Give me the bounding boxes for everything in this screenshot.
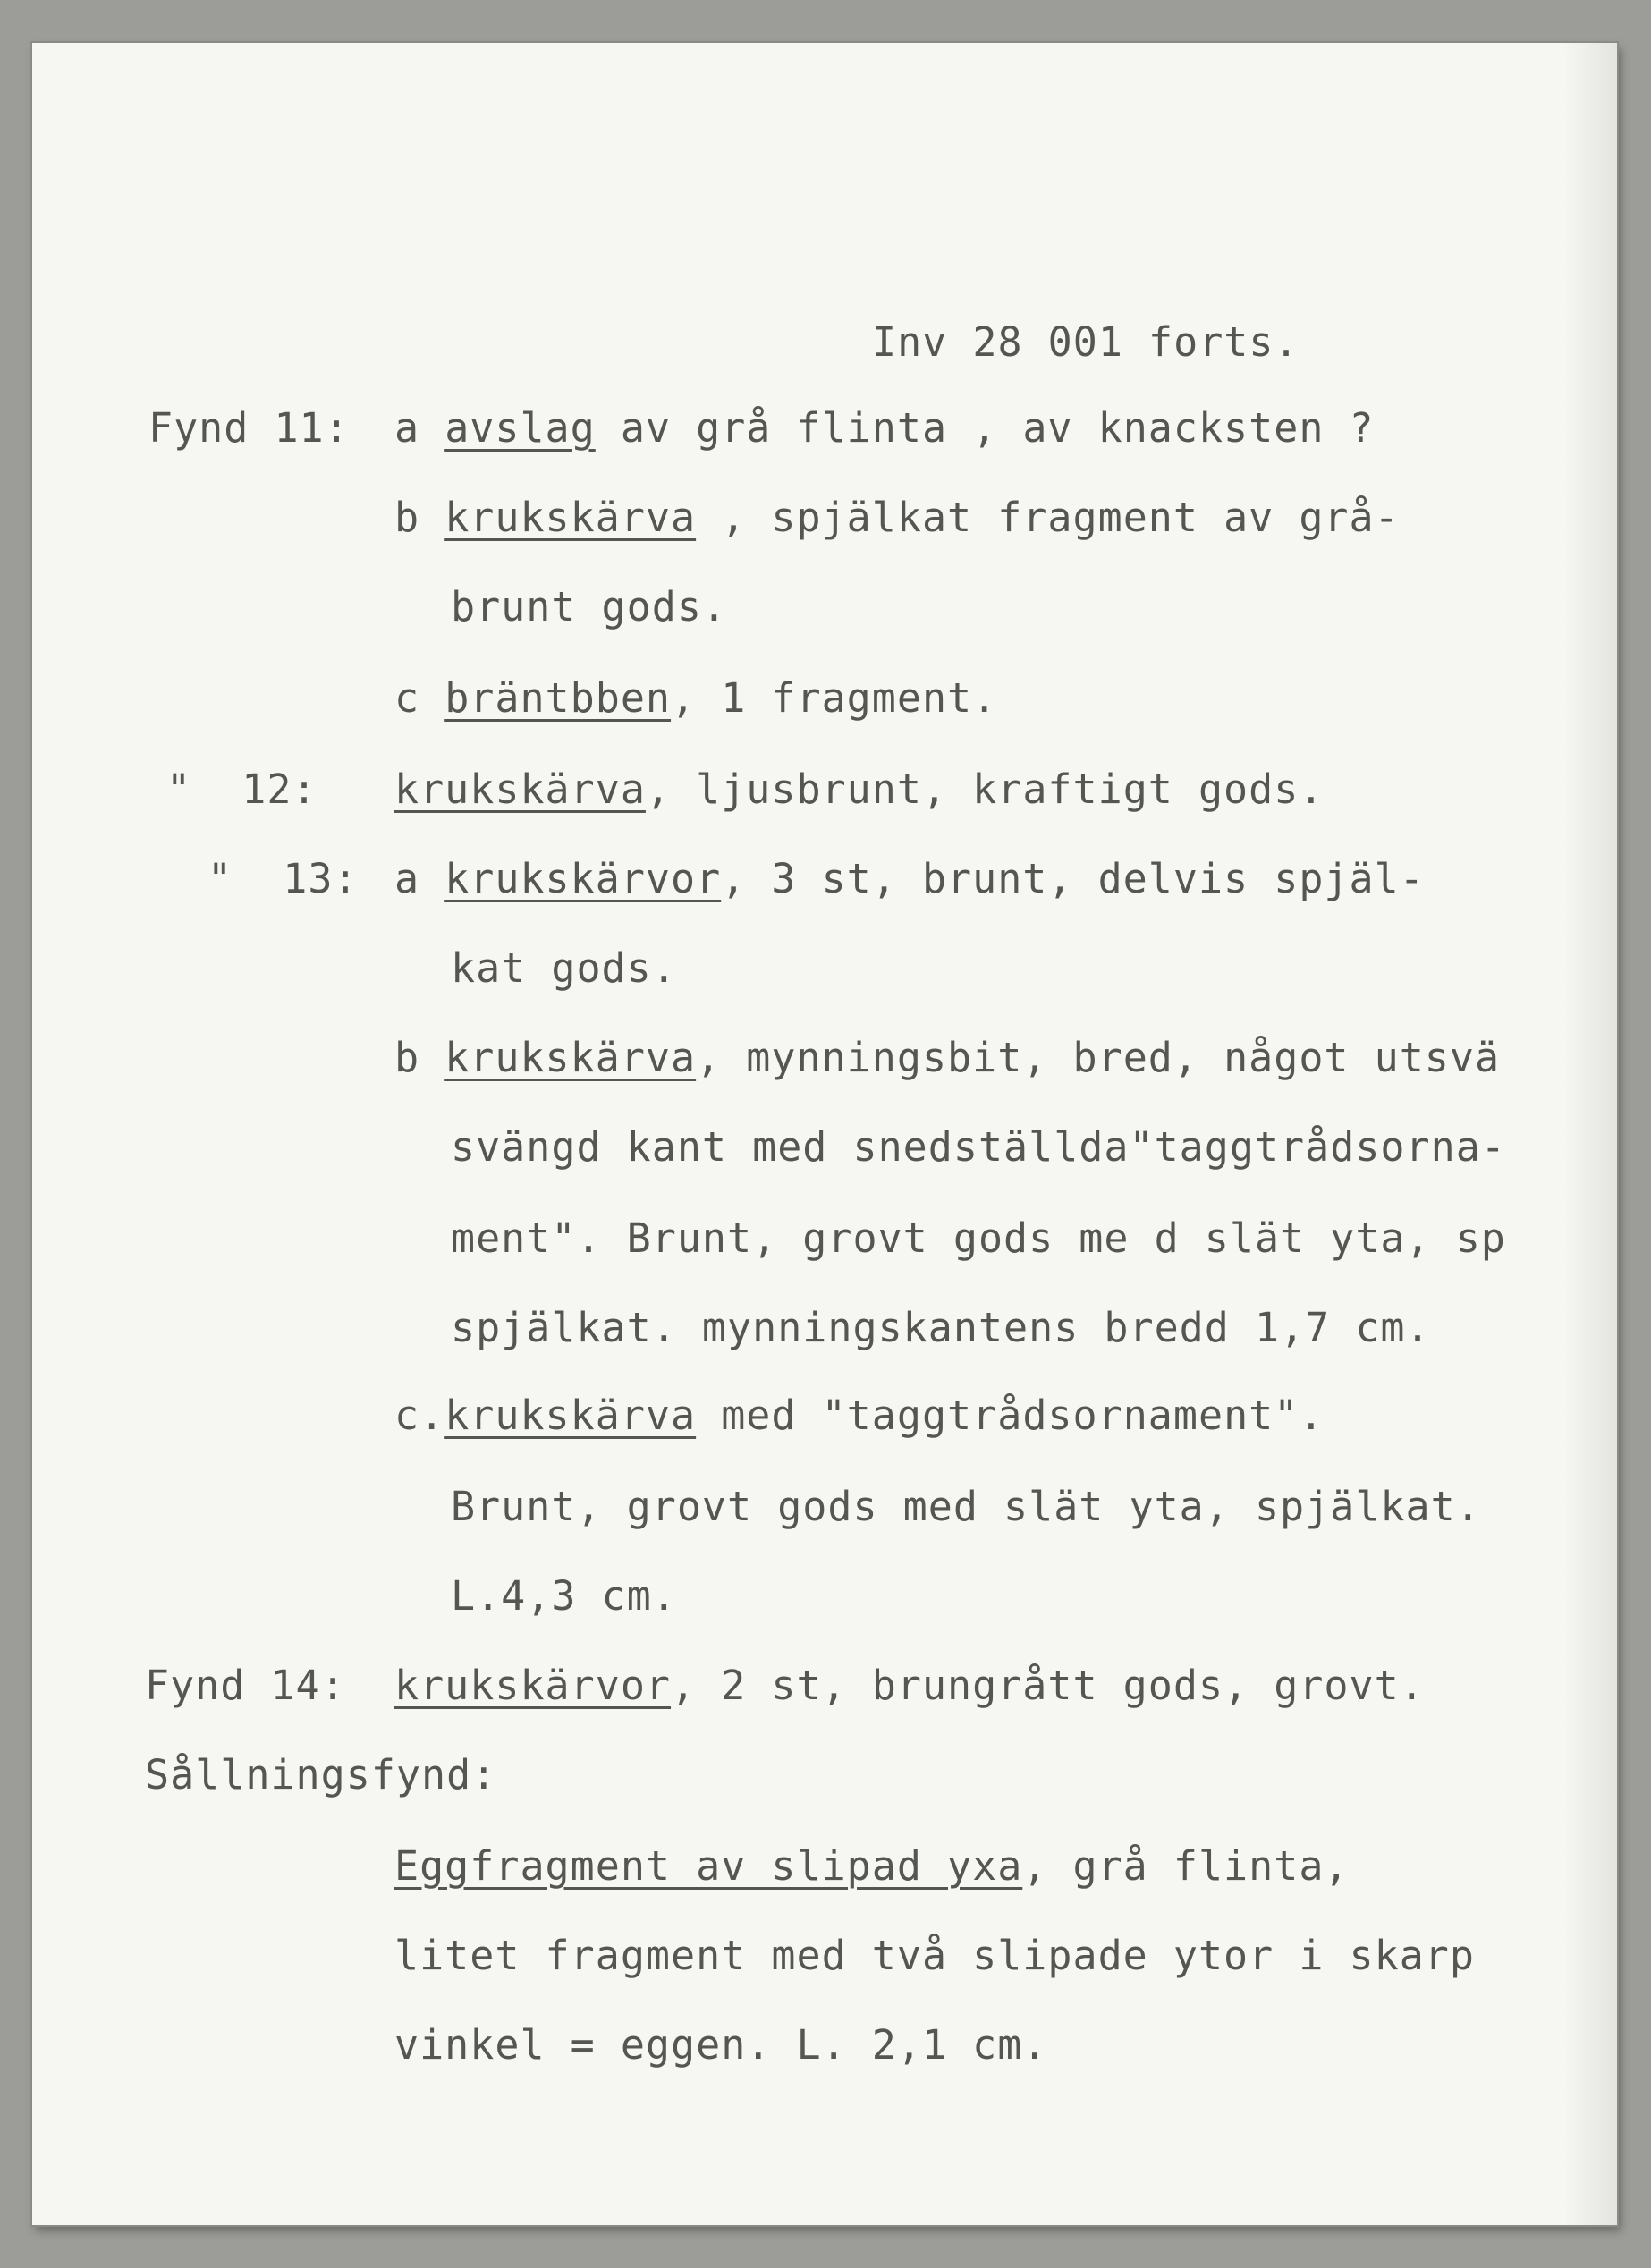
underlined-term: avslag xyxy=(444,404,596,452)
line-body: vinkel = eggen. L. 2,1 cm. xyxy=(394,2021,1048,2069)
line-body xyxy=(394,1392,1325,1439)
line-body xyxy=(394,674,998,722)
line-body xyxy=(394,766,1325,813)
line-body: spjälkat. mynningskantens bredd 1,7 cm. xyxy=(451,1304,1431,1351)
line-label: Sållningsfynd: xyxy=(145,1751,497,1798)
line-body xyxy=(394,1034,1501,1081)
line-body xyxy=(394,404,1375,452)
line-body: brunt gods. xyxy=(451,583,728,630)
line-body: ment". Brunt, grovt gods me d slät yta, sp xyxy=(451,1214,1506,1262)
line-rest: , mynningsbit, bred, något utsvä xyxy=(696,1034,1501,1081)
underlined-term: Eggfragment av slipad yxa xyxy=(394,1842,1023,1890)
line-prefix: c xyxy=(394,674,445,722)
line-body: Brunt, grovt gods med slät yta, spjälkat. xyxy=(451,1483,1481,1530)
line-label: " 12: xyxy=(166,766,318,813)
underlined-term: krukskärvor xyxy=(444,855,722,902)
line-body xyxy=(394,1662,1425,1709)
line-body: L.4,3 cm. xyxy=(451,1572,677,1620)
underlined-term: krukskärva xyxy=(444,494,697,541)
line-rest: , ljusbrunt, kraftigt gods. xyxy=(645,766,1325,813)
line-body: kat gods. xyxy=(451,944,677,992)
line-rest: , 3 st, brunt, delvis spjäl- xyxy=(721,855,1425,902)
line-label: " 13: xyxy=(207,855,359,902)
line-body: litet fragment med två slipade ytor i skarp xyxy=(394,1932,1475,1979)
line-prefix: b xyxy=(394,494,445,541)
line-body xyxy=(394,494,1400,541)
line-rest: , 2 st, brungrått gods, grovt. xyxy=(671,1662,1425,1709)
line-body xyxy=(394,1842,1350,1890)
underlined-term: krukskärva xyxy=(444,1392,697,1439)
line-prefix: a xyxy=(394,404,445,452)
line-rest: , spjälkat fragment av grå- xyxy=(696,494,1400,541)
line-label: Fynd 14: xyxy=(145,1662,346,1709)
line-prefix: c. xyxy=(394,1392,445,1439)
underlined-term: bräntbben xyxy=(444,674,672,722)
typed-page xyxy=(32,43,1617,2225)
line-body xyxy=(394,855,1425,902)
underlined-term: krukskärva xyxy=(444,1034,697,1081)
line-rest: , grå flinta, xyxy=(1022,1842,1350,1890)
line-prefix: b xyxy=(394,1034,445,1081)
line-rest: av grå flinta , av knacksten ? xyxy=(595,404,1375,452)
line-rest: med "taggtrådsornament". xyxy=(696,1392,1325,1439)
line-prefix: a xyxy=(394,855,445,902)
underlined-term: krukskärva xyxy=(394,766,646,813)
header-line: Inv 28 001 forts. xyxy=(872,318,1300,366)
line-body: svängd kant med snedställda"taggtrådsorna- xyxy=(451,1123,1506,1171)
underlined-term: krukskärvor xyxy=(394,1662,672,1709)
line-label: Fynd 11: xyxy=(148,404,350,452)
line-rest: , 1 fragment. xyxy=(671,674,998,722)
